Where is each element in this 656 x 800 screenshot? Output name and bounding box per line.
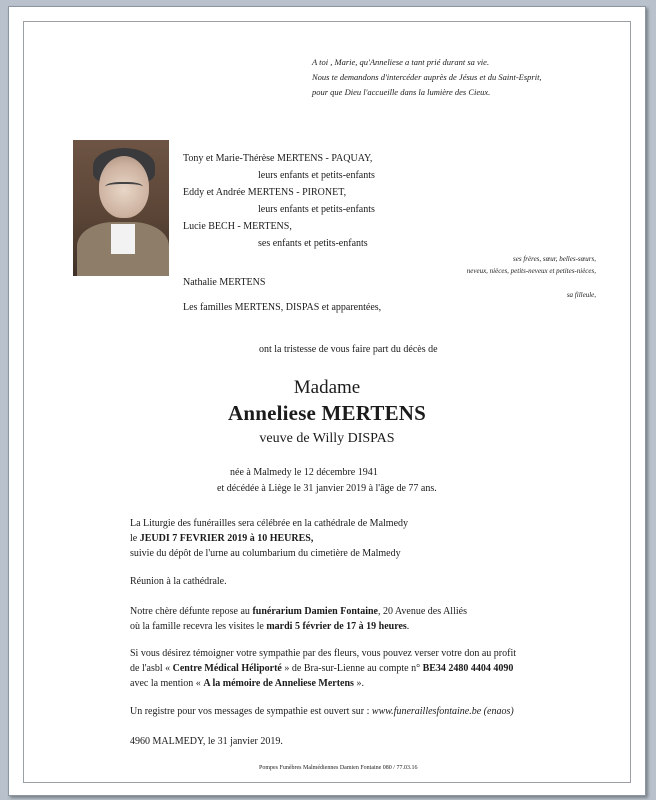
- family-line: leurs enfants et petits-enfants: [258, 170, 375, 181]
- website-link[interactable]: www.funeraillesfontaine.be: [371, 706, 482, 717]
- donation-block: [130, 646, 516, 691]
- deceased-name: Anneliese MERTENS: [227, 401, 427, 425]
- side-note: neveux, nièces, petits-neveux et petites-nièces,: [466, 267, 596, 275]
- donation-line: de l'asbl « Centre Médical Héliporté » de Bra-sur-Lienne au compte n° BE34 2480 4404 4090: [130, 663, 514, 674]
- funerarium-line: où la famille recevra les visites le mardi 5 février de 17 à 19 heures.: [130, 621, 410, 632]
- announcement: ont la tristesse de vous faire part du décès de: [259, 344, 438, 355]
- liturgy-block: [130, 516, 408, 561]
- footer-text: Pompes Funèbres Malmédiennes Damien Fontaine 080 / 77.03.16: [259, 765, 418, 771]
- family-line: Nathalie MERTENS: [183, 277, 266, 288]
- portrait-photo: [73, 140, 169, 276]
- family-line: Tony et Marie-Thérèse MERTENS - PAQUAY,: [183, 153, 373, 164]
- prayer-line: Nous te demandons d'intercéder auprès de Jésus et du Saint-Esprit,: [312, 72, 542, 82]
- document-page: [8, 6, 646, 796]
- prayer-line: A toi , Marie, qu'Anneliese a tant prié durant sa vie.: [312, 57, 490, 67]
- funerarium-line: Notre chère défunte repose au funérarium Damien Fontaine, 20 Avenue des Alliés: [130, 606, 467, 617]
- deceased-widow: veuve de Willy DISPAS: [259, 431, 395, 446]
- reunion-line: Réunion à la cathédrale.: [130, 576, 227, 587]
- liturgy-line: La Liturgie des funérailles sera célébrée en la cathédrale de Malmedy: [130, 518, 409, 529]
- deceased-title: Madame: [293, 377, 361, 398]
- register-line: Un registre pour vos messages de sympathie est ouvert sur : www.funeraillesfontaine.be (enaos): [130, 706, 514, 717]
- birth-line: née à Malmedy le 12 décembre 1941: [230, 467, 378, 478]
- donation-line: Si vous désirez témoigner votre sympathie par des fleurs, vous pouvez verser votre don au profit: [130, 648, 517, 659]
- prayer-line: pour que Dieu l'accueille dans la lumière des Cieux.: [312, 87, 491, 97]
- side-note: sa filleule,: [566, 291, 596, 299]
- place-date: 4960 MALMEDY, le 31 janvier 2019.: [130, 736, 283, 747]
- donation-line: avec la mention « A la mémoire de Anneliese Mertens ».: [130, 678, 364, 689]
- family-line: ses enfants et petits-enfants: [258, 238, 368, 249]
- side-note: ses frères, sœur, belles-sœurs,: [513, 255, 596, 263]
- family-line: Les familles MERTENS, DISPAS et apparentées,: [183, 302, 382, 313]
- liturgy-date: JEUDI 7 FEVRIER 2019 à 10 HEURES,: [139, 533, 314, 544]
- family-line: leurs enfants et petits-enfants: [258, 204, 375, 215]
- family-line: Eddy et Andrée MERTENS - PIRONET,: [183, 187, 347, 198]
- liturgy-line: le JEUDI 7 FEVRIER 2019 à 10 HEURES,: [130, 533, 314, 544]
- funerarium-block: [130, 604, 467, 634]
- death-line: et décédée à Liège le 31 janvier 2019 à l'âge de 77 ans.: [217, 483, 437, 494]
- prayer-text: [312, 55, 542, 100]
- iban-number: BE34 2480 4404 4090: [422, 663, 514, 674]
- liturgy-line: suivie du dépôt de l'urne au columbarium du cimetière de Malmedy: [130, 548, 401, 559]
- family-line: Lucie BECH - MERTENS,: [183, 221, 292, 232]
